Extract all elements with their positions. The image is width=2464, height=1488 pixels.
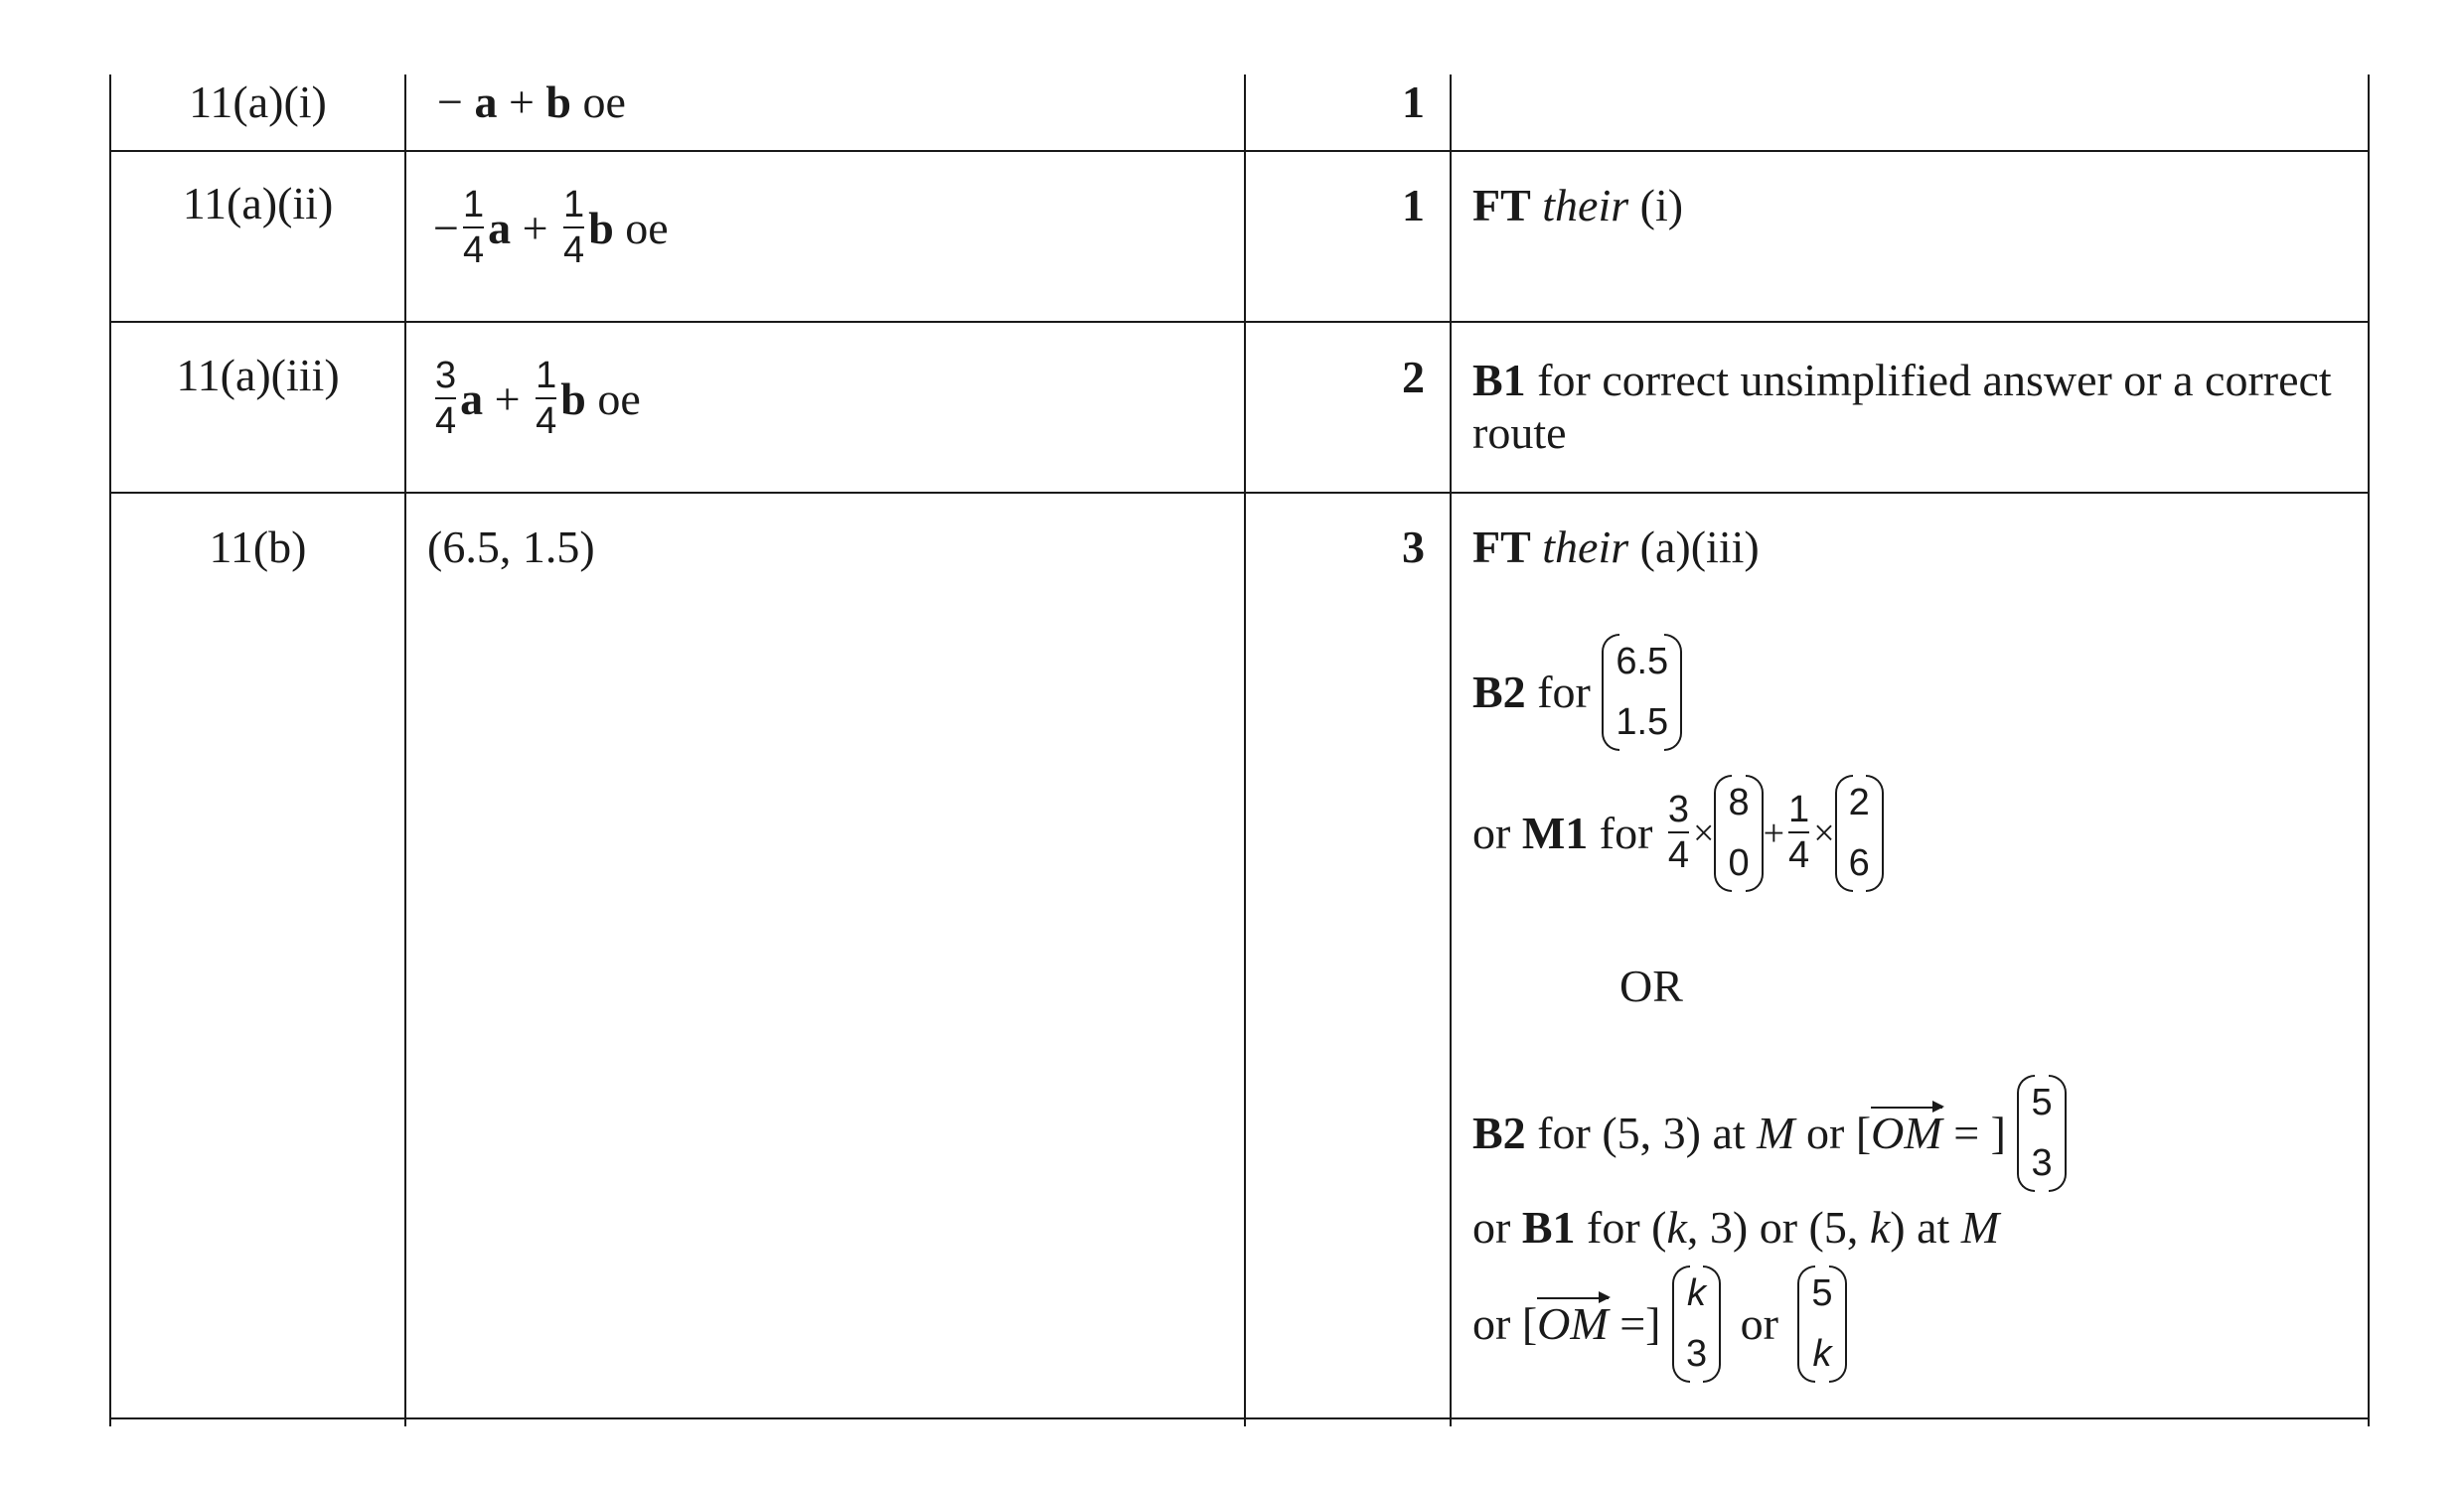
col-divider-2 xyxy=(1244,74,1246,1426)
table-left-border xyxy=(109,74,111,1426)
column-vector: 8 0 xyxy=(1714,773,1763,894)
col-divider-3 xyxy=(1450,74,1452,1426)
answer-cell xyxy=(437,76,626,127)
vector-a: a xyxy=(460,372,484,424)
fraction: $\frac{1}{4}$ xyxy=(536,355,557,442)
guidance-b2-alt-line: B2 for (5, 3) at M or [OM = ] 5 3 xyxy=(1472,1073,2067,1194)
oe-note: oe xyxy=(597,372,641,424)
vector-om: OM xyxy=(1537,1297,1609,1349)
column-vector: 5 k xyxy=(1797,1264,1846,1385)
fraction: $\frac{3}{4}$ xyxy=(435,355,457,442)
marks-cell: 1 xyxy=(1402,76,1425,127)
oe-note: oe xyxy=(625,202,669,253)
marks-cell: 3 xyxy=(1402,521,1425,572)
guidance-or-divider: OR xyxy=(1619,961,1683,1011)
marks-cell: 2 xyxy=(1402,352,1425,402)
plus-sign: + xyxy=(522,202,548,253)
marks-cell: 1 xyxy=(1402,180,1425,230)
oe-note: oe xyxy=(582,76,626,127)
minus-sign: − xyxy=(433,202,459,253)
guidance-ft-line: FT their (a)(iii) xyxy=(1472,521,1760,572)
minus-sign: − xyxy=(437,76,463,127)
vector-a: a xyxy=(488,202,512,253)
question-number: 11(b) xyxy=(209,521,307,572)
guidance-m1-line: or M1 for $\frac{3}{4}$ × 8 0 + $\frac{1}{4}$ × 2 6 xyxy=(1472,773,1884,894)
fraction: $\frac{3}{4}$ xyxy=(1667,789,1690,876)
vector-a: a xyxy=(474,76,498,127)
table-bottom-border xyxy=(109,1417,2370,1419)
question-number: 11(a)(ii) xyxy=(182,178,334,228)
row-divider-1 xyxy=(109,150,2370,152)
guidance-b1-line: or B1 for (k, 3) or (5, k) at M xyxy=(1472,1202,2000,1253)
column-vector: 2 6 xyxy=(1835,773,1884,894)
vector-b: b xyxy=(545,76,571,127)
answer-cell: (6.5, 1.5) xyxy=(427,521,595,572)
answer-cell xyxy=(433,185,669,272)
fraction: $\frac{1}{4}$ xyxy=(563,184,585,271)
guidance-cell: FT their (i) xyxy=(1472,180,1684,230)
plus-sign: + xyxy=(494,372,521,424)
row-divider-2 xyxy=(109,321,2370,323)
col-divider-1 xyxy=(404,74,406,1426)
fraction: $\frac{1}{4}$ xyxy=(462,184,485,271)
answer-cell xyxy=(431,356,641,443)
guidance-om-line: or [OM =] k 3 or 5 k xyxy=(1472,1264,1847,1385)
column-vector: 6.5 1.5 xyxy=(1602,632,1682,753)
table-right-border xyxy=(2368,74,2370,1426)
fraction: $\frac{1}{4}$ xyxy=(1788,789,1810,876)
question-number: 11(a)(i) xyxy=(189,76,327,127)
guidance-cell: B1 for correct unsimplified answer or a correct route xyxy=(1472,355,2332,458)
vector-b: b xyxy=(588,202,614,253)
row-divider-3 xyxy=(109,492,2370,494)
plus-sign: + xyxy=(508,76,535,127)
vector-om: OM xyxy=(1871,1107,1942,1158)
vector-b: b xyxy=(560,372,586,424)
question-number: 11(a)(iii) xyxy=(176,350,340,400)
column-vector: k 3 xyxy=(1672,1264,1721,1385)
column-vector: 5 3 xyxy=(2017,1073,2066,1194)
guidance-b2-line: B2 for 6.5 1.5 xyxy=(1472,632,1682,753)
